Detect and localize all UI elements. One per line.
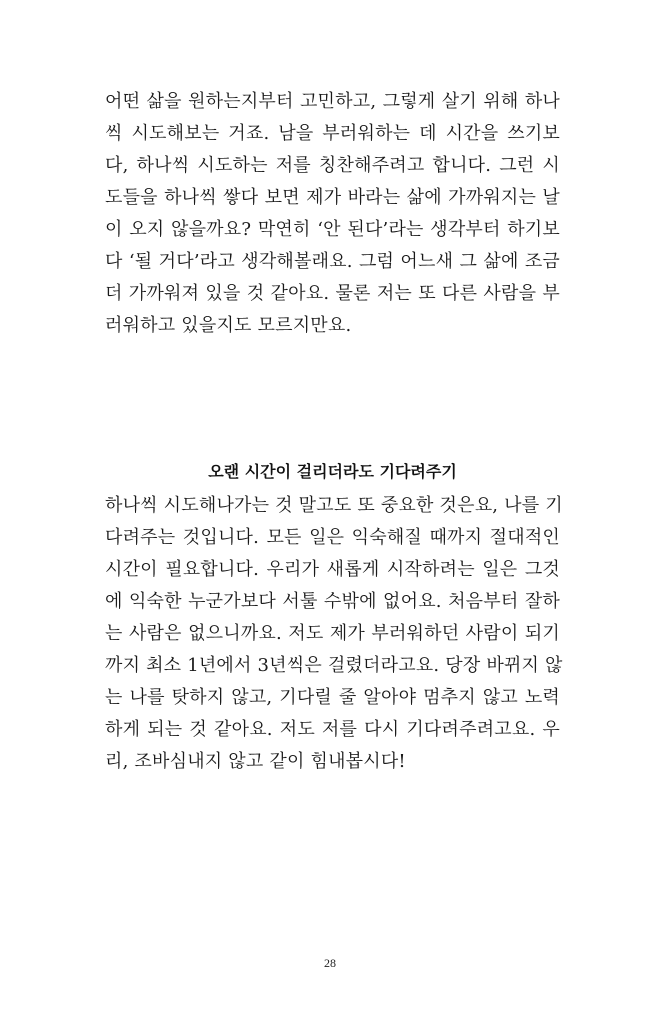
paragraph-line: 는 나를 탓하지 않고, 기다릴 줄 알아야 멈추지 않고 노력 — [105, 687, 560, 708]
paragraph-line: 시간이 필요합니다. 우리가 새롭게 시작하려는 일은 그것 — [105, 559, 560, 580]
paragraph-line: 더 가까워져 있을 것 같아요. 물론 저는 또 다른 사람을 부 — [105, 283, 560, 304]
paragraph-line: 리, 조바심내지 않고 같이 힘내봅시다! — [105, 751, 406, 772]
paragraph-2 — [105, 490, 563, 778]
paragraph-line: 다, 하나씩 시도하는 저를 칭찬해주려고 합니다. 그런 시 — [105, 155, 560, 176]
paragraph-line: 씩 시도해보는 거죠. 남을 부러워하는 데 시간을 쓰기보 — [105, 123, 560, 144]
paragraph-line: 도들을 하나씩 쌓다 보면 제가 바라는 삶에 가까워지는 날 — [105, 187, 560, 208]
paragraph-1 — [105, 86, 560, 342]
paragraph-line: 는 사람은 없으니까요. 저도 제가 부러워하던 사람이 되기 — [105, 623, 560, 644]
paragraph-line: 하게 되는 것 같아요. 저도 저를 다시 기다려주려고요. 우 — [105, 719, 560, 740]
paragraph-line: 까지 최소 1년에서 3년씩은 걸렸더라고요. 당장 바뀌지 않 — [105, 655, 563, 676]
paragraph-line: 다 ‘될 거다’라고 생각해볼래요. 그럼 어느새 그 삶에 조금 — [105, 251, 560, 272]
paragraph-line: 다려주는 것입니다. 모든 일은 익숙해질 때까지 절대적인 — [105, 527, 560, 548]
paragraph-line: 이 오지 않을까요? 막연히 ‘안 된다’라는 생각부터 하기보 — [105, 219, 560, 240]
paragraph-line: 러워하고 있을지도 모르지만요. — [105, 315, 352, 336]
paragraph-line: 어떤 삶을 원하는지부터 고민하고, 그렇게 살기 위해 하나 — [105, 91, 560, 112]
page-number: 28 — [324, 956, 336, 970]
paragraph-line: 하나씩 시도해나가는 것 말고도 또 중요한 것은요, 나를 기 — [105, 495, 563, 516]
section-heading: 오랜 시간이 걸리더라도 기다려주기 — [208, 462, 457, 481]
paragraph-line: 에 익숙한 누군가보다 서툴 수밖에 없어요. 처음부터 잘하 — [105, 591, 560, 612]
